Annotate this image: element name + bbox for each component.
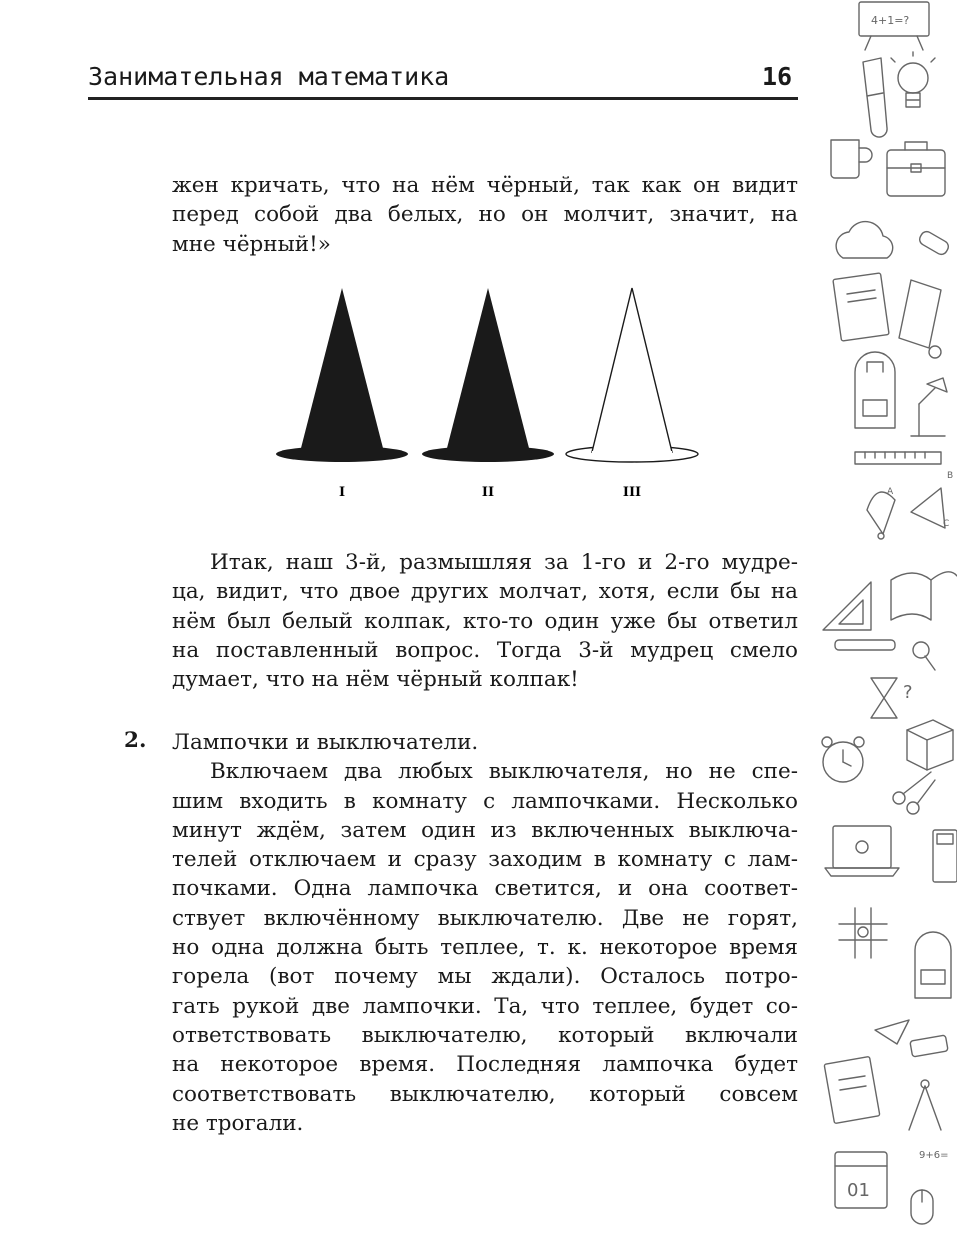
cube-icon bbox=[907, 720, 953, 770]
hourglass-icon bbox=[871, 678, 913, 718]
text-line: ствует включённому выключателю. Две не горят, bbox=[172, 905, 798, 931]
paragraph-conclusion bbox=[172, 548, 798, 694]
hat-label-1: I bbox=[338, 485, 346, 500]
calculator-icon bbox=[933, 830, 957, 882]
chalkboard-text: 4+1=? bbox=[871, 14, 910, 27]
running-header-title: Занимательная математика bbox=[88, 62, 450, 91]
scissors-icon bbox=[893, 772, 935, 814]
text-line: ответствовать выключателю, который включали bbox=[172, 1022, 798, 1048]
calendar-icon bbox=[835, 1152, 887, 1208]
item-2-body bbox=[172, 728, 798, 1138]
math-note: 9+6= bbox=[919, 1150, 949, 1161]
calendar-date: 01 bbox=[847, 1180, 870, 1201]
hats-figure bbox=[270, 280, 700, 510]
geometry-icon bbox=[887, 471, 953, 529]
eraser-icon bbox=[918, 229, 951, 256]
chalkboard-icon bbox=[859, 2, 929, 50]
laptop-icon bbox=[825, 826, 899, 876]
pen-icon bbox=[835, 640, 895, 650]
sidebar-doodles bbox=[815, 0, 957, 1240]
tic-tac-toe-icon bbox=[839, 908, 887, 958]
briefcase-icon bbox=[887, 142, 945, 196]
paragraph-continuation bbox=[172, 171, 798, 259]
page-number: 16 bbox=[762, 62, 793, 91]
text-line: гать рукой две лампочки. Та, что теплее, будет со- bbox=[172, 993, 798, 1019]
geometry-label-c: C bbox=[943, 519, 950, 529]
text-line: соответствовать выключателю, который совсем bbox=[172, 1081, 798, 1107]
text-line: нём был белый колпак, кто-то один уже бы ответил bbox=[172, 608, 798, 634]
mouse-icon bbox=[911, 1150, 948, 1224]
text-line: горела (вот почему мы ждали). Осталось потро- bbox=[172, 964, 798, 990]
question-mark: ? bbox=[903, 682, 913, 703]
lightbulb-icon bbox=[891, 52, 935, 107]
header-rule bbox=[88, 97, 798, 100]
backpack-icon bbox=[855, 352, 895, 428]
hat-2 bbox=[422, 288, 554, 462]
item-number: 2. bbox=[124, 728, 147, 753]
text-line: не трогали. bbox=[172, 1110, 304, 1136]
geometry-label-a: A bbox=[887, 487, 894, 497]
eraser-icon bbox=[910, 1035, 948, 1057]
text-line: ца, видит, что двое других молчат, хотя, если бы на bbox=[172, 579, 798, 605]
hat-3 bbox=[566, 288, 698, 462]
text-line: жен кричать, что на нём чёрный, так как он видит bbox=[172, 173, 798, 198]
compass-icon bbox=[909, 1080, 941, 1130]
text-line: Итак, наш 3-й, размышляя за 1-го и 2-го мудре- bbox=[210, 550, 798, 575]
text-line: думает, что на нём чёрный колпак! bbox=[172, 667, 579, 693]
paper-plane-icon bbox=[875, 1020, 909, 1044]
hat-label-3: III bbox=[622, 485, 642, 500]
geometry-label-b: B bbox=[947, 471, 954, 481]
hat-1 bbox=[276, 288, 408, 462]
text-line: Включаем два любых выключателя, но не спе- bbox=[210, 759, 798, 785]
text-line: но одна должна быть теплее, т. к. некоторое время bbox=[172, 935, 798, 961]
triangle-ruler-icon bbox=[823, 582, 871, 630]
hat-label-2: II bbox=[481, 485, 495, 500]
scroll-icon bbox=[899, 280, 941, 358]
open-book-icon bbox=[891, 572, 957, 620]
text-line: минут ждём, затем один из включенных выключа- bbox=[172, 817, 798, 843]
test-tube-icon bbox=[863, 58, 887, 137]
text-line: на поставленный вопрос. Тогда 3-й мудрец смело bbox=[172, 637, 798, 663]
desk-lamp-icon bbox=[911, 378, 947, 436]
cloud-icon bbox=[836, 222, 893, 258]
mug-icon bbox=[831, 140, 872, 178]
backpack2-icon bbox=[915, 932, 951, 998]
text-line: шим входить в комнату с лампочками. Несколько bbox=[172, 788, 798, 814]
pin-icon bbox=[913, 642, 935, 670]
text-line: мне чёрный!» bbox=[172, 231, 331, 257]
alarm-clock-icon bbox=[822, 737, 864, 782]
notebook-icon bbox=[824, 1056, 880, 1123]
text-line: телей отключаем и сразу заходим в комнату с лам- bbox=[172, 847, 798, 873]
book-icon bbox=[833, 273, 889, 341]
ruler-icon bbox=[855, 452, 941, 464]
bell-icon bbox=[867, 492, 895, 539]
item-title: Лампочки и выключатели. bbox=[172, 730, 479, 755]
text-line: почками. Одна лампочка светится, и она соответ- bbox=[172, 876, 798, 902]
text-line: перед собой два белых, но он молчит, значит, на bbox=[172, 202, 798, 228]
text-line: на некоторое время. Последняя лампочка будет bbox=[172, 1052, 798, 1078]
